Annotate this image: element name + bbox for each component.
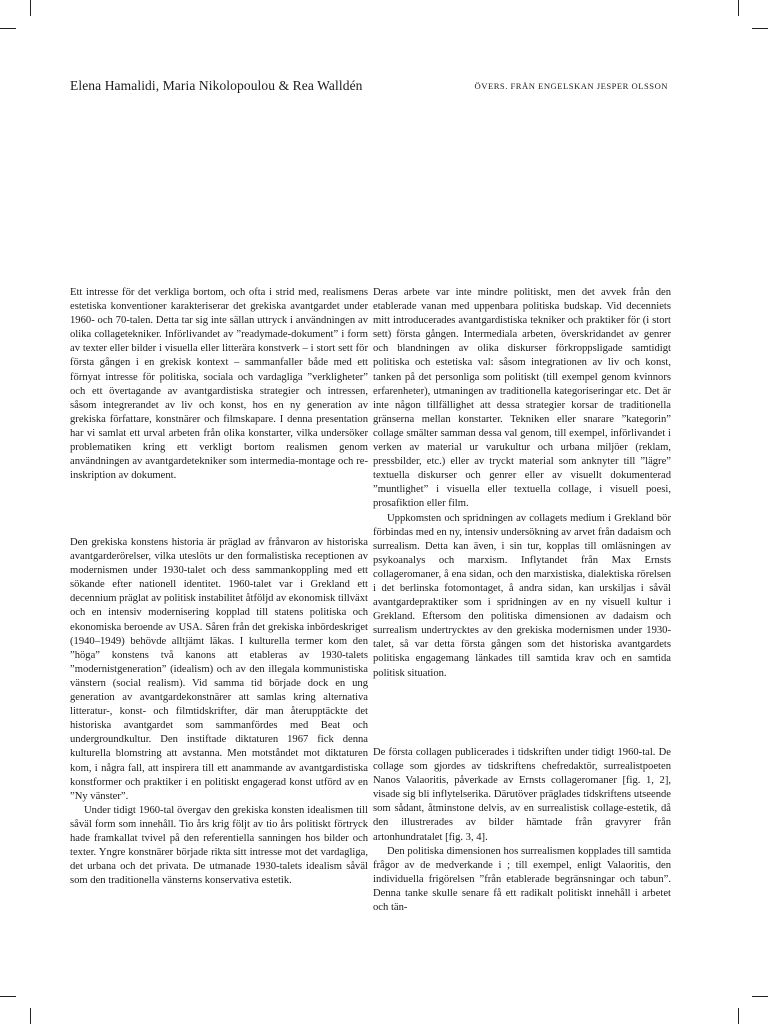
- right-paragraph-4: Den politiska dimensionen hos surrealismen kopplades till samtida frågor av de medverkande i ; till exempel, enligt Valaoritis, den individuella frigörelsen ”från etablerade begränsningar och tabun”. Denna tanke skulle senare få ett radikalt politiskt innehåll i arbetet och tän-: [373, 845, 671, 914]
- crop-mark-bottom-right: [738, 1008, 739, 1024]
- right-column: [373, 286, 671, 681]
- crop-mark-top-left: [30, 0, 31, 16]
- crop-mark-top-right: [738, 0, 739, 16]
- crop-mark-bottom-left: [30, 1008, 31, 1024]
- right-paragraph-2: Uppkomsten och spridningen av collagets medium i Grekland bör förbindas med en ny, intensiv undersökning av arvet från dadaism och surrealism. Detta kan även, i sin tur, kopplas till omläsningen av psykoanalys och marxism. Inflytandet från Max Ernsts collageromaner, å ena sidan, och den marxistiska, dialektiska rörelsen i det berlinska fotomontaget, å andra sidan, kan urskiljas i såväl avantgardepraktiker som i spridningen av en ny visuell kultur i Grekland. Eftersom den politiska dimensionen av dadaism och surrealism undertrycktes av den grekiska modernismen under 1930-talet, så var detta första gången som det historiska avantgardets politiska engagemang länkades till samtida krav och en samtida politisk situation.: [373, 512, 671, 679]
- crop-mark-bottom-left-h: [0, 996, 16, 997]
- crop-mark-bottom-right-h: [752, 996, 768, 997]
- right-paragraph-3: De första collagen publicerades i tidskriften under tidigt 1960-tal. De collage som gjordes av tidskriftens chefredaktör, surrealistpoeten Nanos Valaoritis, påverkade av Ernsts collageromaner [fig. 1, 2], visade sig bli inflytelserika. Därutöver präglades tidskriftens utseende som sådant, åtminstone delvis, av en surrealistisk collage-estetik, då den illustrerades av bilder hämtade från gravyrer från artonhundratalet [fig. 3, 4].: [373, 747, 671, 843]
- running-header-translator: ÖVERS. FRÅN ENGELSKAN JESPER OLSSON: [474, 81, 668, 91]
- running-header-authors: Elena Hamalidi, Maria Nikolopoulou & Rea Walldén: [70, 78, 363, 93]
- body-paragraph-1: Den grekiska konstens historia är präglad av frånvaron av historiska avantgarderörelser, vilka uteslöts ur den formalistiska receptionen av modernismen under 1930-talet och dess sammankoppling med ett sökande efter nationell identitet. 1960-talet var i Grekland ett decennium präglat av politisk instabilitet åtföljd av ekonomisk tillväxt och en intensiv modernisering kopplad till statens politiska och ekonomiska beroende av USA. Såren från det grekiska inbördeskriget (1940–1949) behövde alltjämt läkas. I kulturella termer kom den ”höga” konstens två kanons att etableras av 1930-talets ”modernistgeneration” (idealism) och av den illegala kommunistiska vänstern (social realism). Vid samma tid började dock en ung generation av avantgardekonstnärer att samlas kring alternativa litteratur-, konst- och filmtidskrifter, där man återupptäckte det historiska avantgardet som sammanfördes med Beat och undergroundkultur. Den instiftade diktaturen 1967 fick denna kulturella blomstring att avstanna. Men motståndet mot diktaturen kom, i några fall, att inspirera till ett anammande av avantgardistiska konstformer och praktiker i en politiskt engagerad konst utförd av en ”Ny vänster”.: [70, 537, 368, 802]
- right-column-lower: [373, 746, 671, 915]
- right-paragraph-1: Deras arbete var inte mindre politiskt, men det avvek från den etablerade vanan med uppenbara politiska budskap. Vid decenniets mitt introducerades avantgardistiska tekniker och praktiker för (i stort sett) första gången. Intermediala arbeten, överskridandet av genrer och blandningen av olika diskurser förkroppsligade samtidigt politiska och estetiska val: såsom integrationen av liv och konst, tanken på det personliga som politiskt (till exempel genom kvinnors erfarenheter), utmaningen av traditionella kategoriseringar etc. Det är inte någon tillfällighet att dessa strategier korsar de traditionella gränserna mellan konstarter. Tekniken eller snarare ”kategorin” collage smälter samman dessa val genom, till exempel, införlivandet i verken av material ur varukultur och urbana miljöer (reklam, pressbilder, etc.) eller av tryckt material som anknyter till ”lägre” textuella diskurser och genrer eller av visuellt dokumenterad ”muntlighet” i visuella eller textuella collage, i visuell poesi, prosafiktion eller film.: [373, 287, 671, 510]
- crop-mark-top-left-h: [0, 28, 16, 29]
- body-paragraph-2: Under tidigt 1960-tal övergav den grekiska konsten idealismen till såväl form som innehåll. Tio års krig följt av tio års politiskt förtryck hade framkallat tvivel på den referentiella sanningen hos bilder och texter. Yngre konstnärer började rikta sitt intresse mot det vardagliga, det urbana och det privata. De utmanade 1930-talets idealism såväl som den traditionella vänsterns konservativa estetik.: [70, 804, 368, 887]
- crop-mark-top-right-h: [752, 28, 768, 29]
- intro-paragraph: Ett intresse för det verkliga bortom, och ofta i strid med, realismens estetiska konventioner karakteriserar det grekiska avantgardet under 1960- och 70-talen. Detta tar sig inte sällan uttryck i användningen av olika collagetekniker. Införlivandet av ”readymade-dokument” i form av texter eller bilder i visuella eller litterära konstverk – i stort sett för första gången i en grekisk kontext – sammanfaller både med ett förnyat intresse för politiska, sociala och vardagliga ”verkligheter” och ett övertagande av avantgardistiska strategier och intressen, såsom integrerandet av liv och konst, hos en ny generation av grekiska författare, konstnärer och filmskapare. I denna presentation har vi samlat ett urval arbeten från olika konstarter, vilka undersöker problematiken kring ett verkligt bortom realismen genom användningen av avantgardetekniker som intermedia-montage och re-inskription av dokument.: [70, 287, 368, 482]
- left-column: [70, 286, 368, 483]
- left-column-body: [70, 536, 368, 888]
